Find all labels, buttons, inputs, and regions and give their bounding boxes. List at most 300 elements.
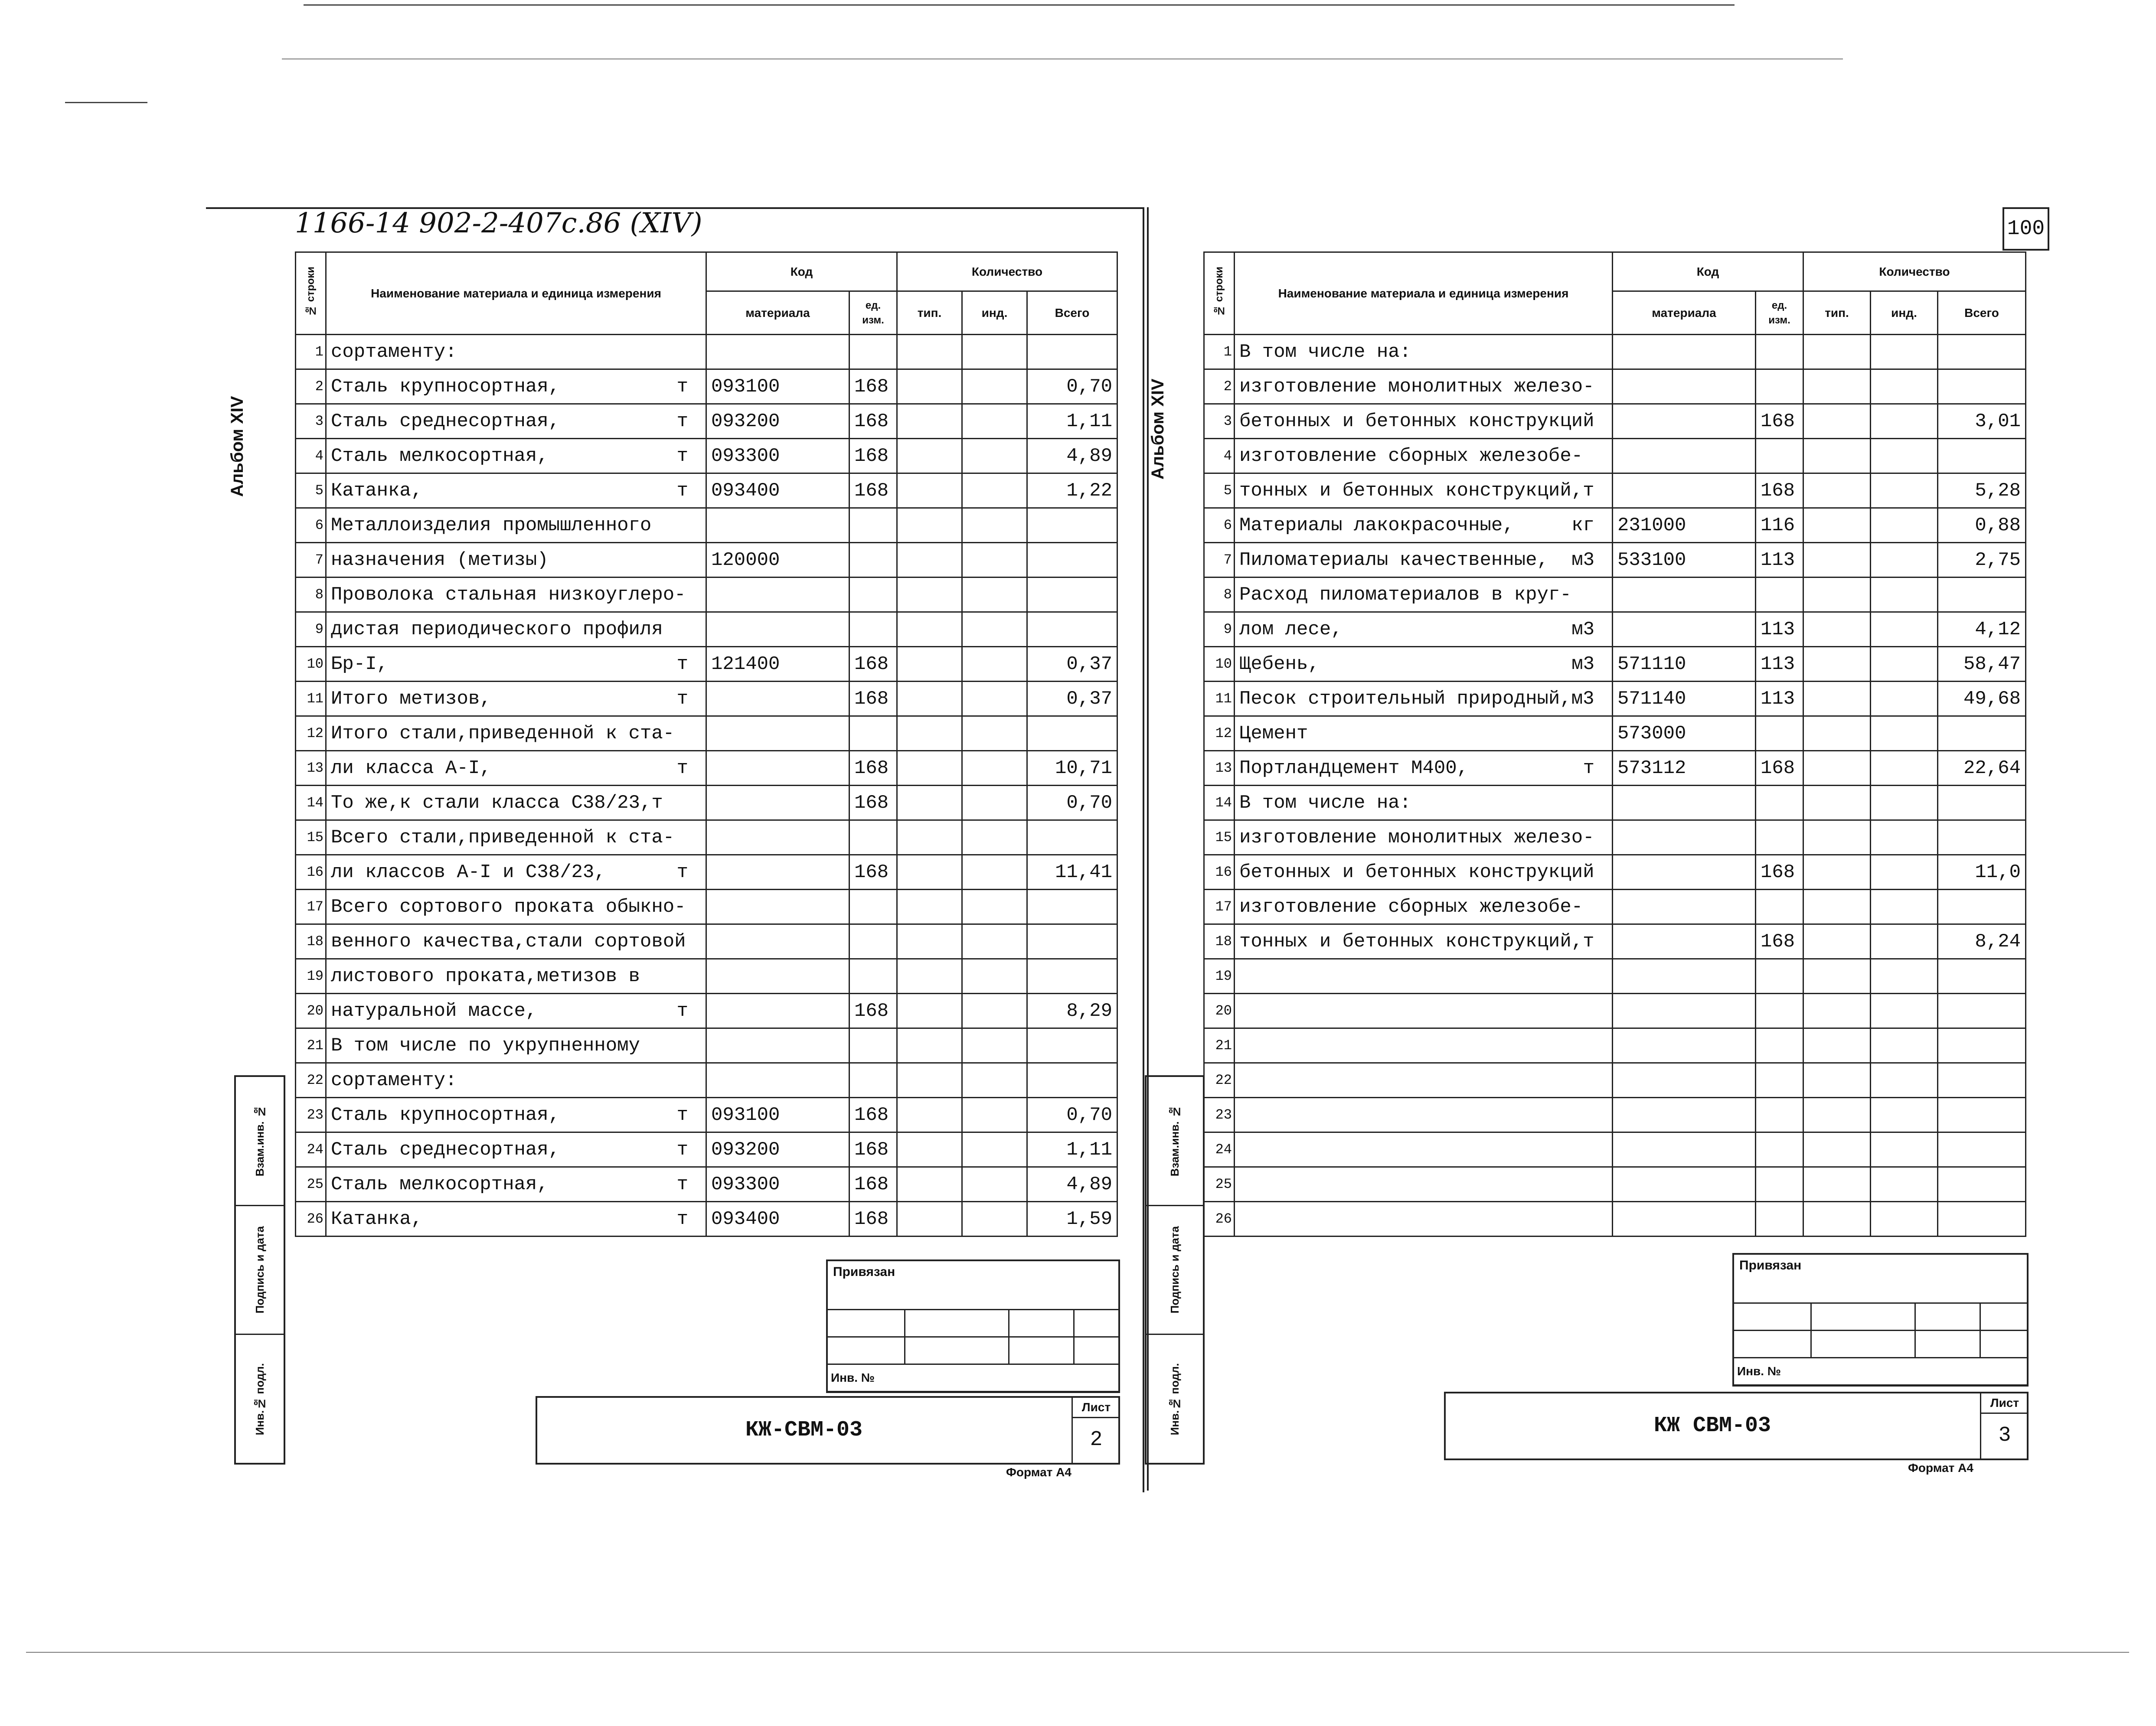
material-unit: т bbox=[676, 1208, 688, 1230]
unit-code: 168 bbox=[849, 439, 897, 473]
material-name-cell bbox=[1235, 612, 1613, 647]
right-list-label: Лист bbox=[1981, 1393, 2028, 1414]
qty-ind bbox=[1871, 890, 1938, 924]
material-code bbox=[1613, 473, 1756, 508]
material-code: 093100 bbox=[706, 1098, 849, 1132]
qty-typ bbox=[897, 994, 962, 1028]
material-name: сортаменту: bbox=[331, 341, 457, 363]
right-podpis-label: Подпись и дата bbox=[1168, 1226, 1181, 1314]
material-name: То же,к стали класса С38/23,т bbox=[331, 792, 663, 814]
row-number: 1 bbox=[1204, 335, 1235, 369]
row-number: 16 bbox=[296, 855, 326, 890]
material-name-cell bbox=[1235, 335, 1613, 369]
qty-total bbox=[1027, 578, 1117, 612]
material-name: Катанка, bbox=[331, 480, 423, 502]
right-header-qty-typ: тип. bbox=[1803, 291, 1871, 335]
qty-total bbox=[1938, 716, 2026, 751]
material-name-cell bbox=[326, 647, 706, 682]
unit-code bbox=[1756, 716, 1803, 751]
qty-typ bbox=[1803, 924, 1871, 959]
table-row bbox=[1204, 820, 2026, 855]
unit-code: 168 bbox=[849, 404, 897, 439]
qty-ind bbox=[962, 647, 1027, 682]
material-name: бетонных и бетонных конструкций bbox=[1239, 861, 1594, 883]
qty-typ bbox=[1803, 786, 1871, 820]
right-header-qty-total: Всего bbox=[1938, 291, 2026, 335]
material-code: 093200 bbox=[706, 1132, 849, 1167]
row-number: 24 bbox=[1204, 1132, 1235, 1167]
qty-total: 4,89 bbox=[1027, 1167, 1117, 1202]
qty-typ bbox=[897, 820, 962, 855]
qty-ind bbox=[1871, 1132, 1938, 1167]
qty-typ bbox=[897, 439, 962, 473]
table-row bbox=[1204, 369, 2026, 404]
right-side-strip bbox=[1145, 1075, 1205, 1465]
qty-typ bbox=[1803, 543, 1871, 578]
qty-total: 4,12 bbox=[1938, 612, 2026, 647]
material-unit: т bbox=[676, 1173, 688, 1195]
table-row bbox=[1204, 959, 2026, 994]
qty-ind bbox=[1871, 751, 1938, 786]
right-header-code: Код bbox=[1613, 252, 1803, 291]
material-code bbox=[706, 1028, 849, 1063]
material-code bbox=[1613, 369, 1756, 404]
qty-total: 1,11 bbox=[1027, 1132, 1117, 1167]
row-number: 4 bbox=[296, 439, 326, 473]
material-unit: т bbox=[676, 410, 688, 432]
row-number: 6 bbox=[296, 508, 326, 543]
row-number: 25 bbox=[1204, 1167, 1235, 1202]
right-inv-row bbox=[1733, 1358, 2028, 1385]
qty-typ bbox=[1803, 578, 1871, 612]
album-label-left: Альбом XIV bbox=[228, 396, 247, 497]
qty-typ bbox=[897, 924, 962, 959]
material-name: Всего сортового проката обыкно- bbox=[331, 896, 686, 918]
row-number: 26 bbox=[1204, 1202, 1235, 1237]
material-unit: м3 bbox=[1571, 549, 1594, 571]
right-binding-grid bbox=[1732, 1302, 2028, 1386]
qty-total: 8,29 bbox=[1027, 994, 1117, 1028]
qty-total bbox=[1938, 369, 2026, 404]
material-unit: т bbox=[676, 480, 688, 502]
qty-typ bbox=[1803, 994, 1871, 1028]
table-row bbox=[1204, 473, 2026, 508]
qty-ind bbox=[962, 578, 1027, 612]
left-bind-cell bbox=[827, 1337, 905, 1364]
material-name: ли класса А-I, bbox=[331, 757, 491, 779]
left-sheet-no-cell bbox=[1071, 1398, 1120, 1463]
material-code bbox=[706, 751, 849, 786]
table-row bbox=[296, 786, 1117, 820]
material-code bbox=[1613, 404, 1756, 439]
table-row bbox=[1204, 1167, 2026, 1202]
material-name: Сталь мелкосортная, bbox=[331, 445, 549, 467]
qty-total bbox=[1938, 820, 2026, 855]
material-name: назначения (метизы) bbox=[331, 549, 549, 571]
material-name: Итого стали,приведенной к ста- bbox=[331, 722, 675, 744]
row-number: 8 bbox=[296, 578, 326, 612]
unit-code bbox=[849, 716, 897, 751]
material-name-cell bbox=[1235, 716, 1613, 751]
material-name-cell bbox=[1235, 1202, 1613, 1237]
unit-code bbox=[1756, 1167, 1803, 1202]
unit-code bbox=[1756, 369, 1803, 404]
qty-ind bbox=[962, 820, 1027, 855]
qty-ind bbox=[962, 335, 1027, 369]
material-unit: м3 bbox=[1571, 653, 1594, 675]
material-code bbox=[1613, 1167, 1756, 1202]
material-code bbox=[1613, 1098, 1756, 1132]
qty-total bbox=[1027, 716, 1117, 751]
material-code bbox=[1613, 1063, 1756, 1098]
right-bind-cell bbox=[1915, 1331, 1980, 1358]
qty-ind bbox=[1871, 1167, 1938, 1202]
material-name: Проволока стальная низкоуглеро- bbox=[331, 584, 686, 606]
material-name: сортаменту: bbox=[331, 1069, 457, 1091]
row-number: 6 bbox=[1204, 508, 1235, 543]
qty-total bbox=[1938, 1167, 2026, 1202]
material-unit: т bbox=[676, 1104, 688, 1126]
material-name-cell bbox=[1235, 1132, 1613, 1167]
material-code: 120000 bbox=[706, 543, 849, 578]
material-name-cell bbox=[1235, 890, 1613, 924]
row-number: 20 bbox=[1204, 994, 1235, 1028]
material-name: тонных и бетонных конструкций,т bbox=[1239, 480, 1594, 502]
row-number: 22 bbox=[296, 1063, 326, 1098]
left-bind-cell bbox=[1074, 1337, 1119, 1364]
left-bind-cell bbox=[827, 1310, 905, 1337]
qty-total: 5,28 bbox=[1938, 473, 2026, 508]
unit-code: 116 bbox=[1756, 508, 1803, 543]
right-privyazan-label: Привязан bbox=[1739, 1258, 1802, 1272]
qty-typ bbox=[897, 1132, 962, 1167]
scan-line-top bbox=[304, 4, 1735, 6]
row-number: 5 bbox=[296, 473, 326, 508]
material-name: Цемент bbox=[1239, 722, 1308, 744]
material-name-cell bbox=[1235, 786, 1613, 820]
unit-code: 168 bbox=[1756, 924, 1803, 959]
qty-ind bbox=[962, 612, 1027, 647]
qty-total bbox=[1938, 1132, 2026, 1167]
row-number: 9 bbox=[1204, 612, 1235, 647]
material-name-cell bbox=[1235, 1167, 1613, 1202]
qty-ind bbox=[1871, 647, 1938, 682]
qty-ind bbox=[1871, 994, 1938, 1028]
left-vzam-label: Взам.инв. № bbox=[253, 1105, 266, 1177]
material-unit: т bbox=[1583, 757, 1594, 779]
qty-typ bbox=[897, 612, 962, 647]
unit-code bbox=[1756, 439, 1803, 473]
table-row bbox=[1204, 508, 2026, 543]
row-number: 12 bbox=[1204, 716, 1235, 751]
table-row bbox=[1204, 1028, 2026, 1063]
table-row bbox=[1204, 751, 2026, 786]
row-number: 26 bbox=[296, 1202, 326, 1237]
qty-total bbox=[1027, 924, 1117, 959]
table-row bbox=[296, 1063, 1117, 1098]
qty-typ bbox=[897, 682, 962, 716]
left-header-qty-total: Всего bbox=[1027, 291, 1117, 335]
right-header-qty-ind: инд. bbox=[1871, 291, 1938, 335]
qty-typ bbox=[897, 647, 962, 682]
material-name-cell bbox=[326, 786, 706, 820]
qty-ind bbox=[962, 855, 1027, 890]
qty-ind bbox=[962, 786, 1027, 820]
qty-total: 22,64 bbox=[1938, 751, 2026, 786]
row-number: 2 bbox=[296, 369, 326, 404]
material-unit: т bbox=[676, 445, 688, 467]
table-row bbox=[296, 716, 1117, 751]
qty-typ bbox=[897, 335, 962, 369]
left-binding-grid bbox=[826, 1309, 1120, 1392]
material-name: венного качества,стали сортовой bbox=[331, 930, 686, 953]
material-code bbox=[1613, 924, 1756, 959]
left-privyazan-label: Привязан bbox=[833, 1265, 895, 1279]
right-title-block bbox=[1444, 1392, 2029, 1460]
qty-ind bbox=[1871, 1063, 1938, 1098]
table-row bbox=[296, 890, 1117, 924]
qty-total: 2,75 bbox=[1938, 543, 2026, 578]
unit-code bbox=[849, 890, 897, 924]
qty-ind bbox=[1871, 543, 1938, 578]
qty-typ bbox=[897, 890, 962, 924]
table-row bbox=[296, 820, 1117, 855]
qty-total bbox=[1938, 439, 2026, 473]
unit-code bbox=[849, 924, 897, 959]
qty-typ bbox=[897, 543, 962, 578]
material-code: 573112 bbox=[1613, 751, 1756, 786]
material-name-cell bbox=[326, 578, 706, 612]
row-number: 22 bbox=[1204, 1063, 1235, 1098]
right-sheet-no: 3 bbox=[1998, 1424, 2011, 1447]
qty-total: 0,70 bbox=[1027, 786, 1117, 820]
qty-ind bbox=[1871, 682, 1938, 716]
qty-typ bbox=[897, 473, 962, 508]
material-name-cell bbox=[326, 855, 706, 890]
material-name-cell bbox=[1235, 751, 1613, 786]
table-row bbox=[296, 855, 1117, 890]
material-code bbox=[706, 786, 849, 820]
material-name: Щебень, bbox=[1239, 653, 1320, 675]
qty-total: 8,24 bbox=[1938, 924, 2026, 959]
material-name: бетонных и бетонных конструкций bbox=[1239, 410, 1594, 432]
material-name-cell bbox=[1235, 855, 1613, 890]
row-number: 15 bbox=[1204, 820, 1235, 855]
qty-typ bbox=[1803, 682, 1871, 716]
qty-ind bbox=[1871, 786, 1938, 820]
material-name-cell bbox=[326, 994, 706, 1028]
unit-code: 168 bbox=[849, 751, 897, 786]
material-code bbox=[1613, 855, 1756, 890]
left-binding-block bbox=[826, 1259, 1120, 1393]
qty-ind bbox=[962, 1098, 1027, 1132]
qty-total bbox=[1938, 1202, 2026, 1237]
table-row bbox=[296, 612, 1117, 647]
material-code bbox=[1613, 959, 1756, 994]
material-name: Всего стали,приведенной к ста- bbox=[331, 826, 675, 848]
material-code: 573000 bbox=[1613, 716, 1756, 751]
material-unit: т bbox=[676, 757, 688, 779]
row-number: 5 bbox=[1204, 473, 1235, 508]
right-inv-label: Инв.№ подл. bbox=[1168, 1363, 1181, 1435]
material-name-cell bbox=[1235, 647, 1613, 682]
material-name: В том числе по укрупненному bbox=[331, 1034, 640, 1057]
material-unit: т bbox=[676, 861, 688, 883]
material-code: 093200 bbox=[706, 404, 849, 439]
material-code bbox=[706, 1063, 849, 1098]
qty-total: 0,70 bbox=[1027, 369, 1117, 404]
scan-line-left bbox=[65, 102, 147, 103]
qty-total: 1,22 bbox=[1027, 473, 1117, 508]
qty-total bbox=[1027, 508, 1117, 543]
left-bind-cell bbox=[905, 1337, 1009, 1364]
row-number: 21 bbox=[1204, 1028, 1235, 1063]
qty-typ bbox=[897, 369, 962, 404]
right-format-label: Формат А4 bbox=[1908, 1461, 1973, 1475]
qty-typ bbox=[897, 508, 962, 543]
right-inv-cell bbox=[1147, 1335, 1203, 1463]
left-bind-cell bbox=[1074, 1310, 1119, 1337]
left-bind-cell bbox=[1009, 1337, 1074, 1364]
right-bind-cell bbox=[1980, 1303, 2028, 1331]
material-name-cell bbox=[1235, 1028, 1613, 1063]
unit-code bbox=[849, 578, 897, 612]
row-number: 13 bbox=[1204, 751, 1235, 786]
material-code bbox=[1613, 335, 1756, 369]
table-row bbox=[296, 508, 1117, 543]
right-header-code-material: материала bbox=[1613, 291, 1756, 335]
left-materials-table bbox=[295, 251, 1118, 1237]
qty-total bbox=[1938, 335, 2026, 369]
qty-ind bbox=[1871, 855, 1938, 890]
left-format-label: Формат А4 bbox=[1006, 1465, 1071, 1479]
right-header-code-unit: ед. изм. bbox=[1756, 291, 1803, 335]
material-name-cell bbox=[1235, 959, 1613, 994]
table-row bbox=[1204, 543, 2026, 578]
left-side-strip bbox=[234, 1075, 285, 1465]
right-podpis-cell bbox=[1147, 1206, 1203, 1335]
unit-code: 168 bbox=[849, 786, 897, 820]
material-code: 093300 bbox=[706, 1167, 849, 1202]
qty-typ bbox=[1803, 855, 1871, 890]
material-name-cell bbox=[326, 369, 706, 404]
right-inv-label: Инв. № bbox=[1737, 1364, 1781, 1378]
qty-ind bbox=[1871, 439, 1938, 473]
left-header-code-unit: ед. изм. bbox=[849, 291, 897, 335]
qty-typ bbox=[897, 959, 962, 994]
table-row bbox=[1204, 1098, 2026, 1132]
table-row bbox=[296, 473, 1117, 508]
material-name: Сталь мелкосортная, bbox=[331, 1173, 549, 1195]
qty-typ bbox=[1803, 751, 1871, 786]
unit-code: 168 bbox=[849, 369, 897, 404]
material-code bbox=[706, 508, 849, 543]
left-sheet-no: 2 bbox=[1090, 1428, 1103, 1452]
left-inv-cell bbox=[236, 1335, 284, 1463]
qty-total: 4,89 bbox=[1027, 439, 1117, 473]
unit-code bbox=[1756, 994, 1803, 1028]
qty-typ bbox=[897, 751, 962, 786]
row-number: 19 bbox=[1204, 959, 1235, 994]
qty-typ bbox=[1803, 369, 1871, 404]
qty-total: 11,0 bbox=[1938, 855, 2026, 890]
row-number: 14 bbox=[1204, 786, 1235, 820]
left-inv-label: Инв.№ подл. bbox=[253, 1363, 266, 1435]
material-name-cell bbox=[326, 924, 706, 959]
table-row bbox=[1204, 647, 2026, 682]
material-code: 571140 bbox=[1613, 682, 1756, 716]
album-label-right: Альбом XIV bbox=[1148, 378, 1167, 480]
material-code: 093400 bbox=[706, 473, 849, 508]
material-name: Катанка, bbox=[331, 1208, 423, 1230]
unit-code bbox=[1756, 1202, 1803, 1237]
qty-total: 10,71 bbox=[1027, 751, 1117, 786]
qty-ind bbox=[962, 369, 1027, 404]
qty-total: 0,70 bbox=[1027, 1098, 1117, 1132]
table-row bbox=[296, 682, 1117, 716]
material-code bbox=[1613, 1028, 1756, 1063]
unit-code: 113 bbox=[1756, 647, 1803, 682]
qty-ind bbox=[962, 890, 1027, 924]
material-code: 093100 bbox=[706, 369, 849, 404]
material-name: Портландцемент М400, bbox=[1239, 757, 1469, 779]
table-row bbox=[1204, 1202, 2026, 1237]
unit-code bbox=[849, 959, 897, 994]
unit-code bbox=[1756, 1063, 1803, 1098]
material-name-cell bbox=[1235, 1098, 1613, 1132]
unit-code: 113 bbox=[1756, 543, 1803, 578]
table-row bbox=[1204, 924, 2026, 959]
unit-code: 168 bbox=[1756, 751, 1803, 786]
qty-ind bbox=[962, 439, 1027, 473]
material-code bbox=[1613, 820, 1756, 855]
material-code bbox=[706, 924, 849, 959]
left-bind-cell bbox=[1009, 1310, 1074, 1337]
unit-code: 168 bbox=[1756, 855, 1803, 890]
material-name-cell bbox=[326, 335, 706, 369]
material-name: Итого метизов, bbox=[331, 688, 491, 710]
qty-total: 1,11 bbox=[1027, 404, 1117, 439]
row-number: 21 bbox=[296, 1028, 326, 1063]
right-header-row-no: № строки bbox=[1204, 252, 1235, 335]
material-name-cell bbox=[1235, 924, 1613, 959]
material-name: изготовление монолитных железо- bbox=[1239, 826, 1594, 848]
table-row bbox=[1204, 786, 2026, 820]
table-row bbox=[296, 994, 1117, 1028]
table-row bbox=[296, 578, 1117, 612]
qty-total bbox=[1027, 890, 1117, 924]
qty-typ bbox=[1803, 959, 1871, 994]
unit-code: 168 bbox=[849, 473, 897, 508]
material-name-cell bbox=[326, 404, 706, 439]
material-name: Сталь крупносортная, bbox=[331, 375, 560, 398]
material-code bbox=[706, 335, 849, 369]
table-row bbox=[296, 1202, 1117, 1237]
qty-typ bbox=[1803, 1132, 1871, 1167]
qty-typ bbox=[897, 716, 962, 751]
table-row bbox=[296, 1028, 1117, 1063]
qty-total bbox=[1027, 612, 1117, 647]
unit-code bbox=[1756, 578, 1803, 612]
qty-ind bbox=[962, 543, 1027, 578]
qty-typ bbox=[1803, 1063, 1871, 1098]
row-number: 3 bbox=[296, 404, 326, 439]
table-row bbox=[1204, 855, 2026, 890]
unit-code bbox=[849, 543, 897, 578]
qty-total bbox=[1027, 1063, 1117, 1098]
right-header-qty: Количество bbox=[1803, 252, 2026, 291]
left-podpis-cell bbox=[236, 1206, 284, 1335]
